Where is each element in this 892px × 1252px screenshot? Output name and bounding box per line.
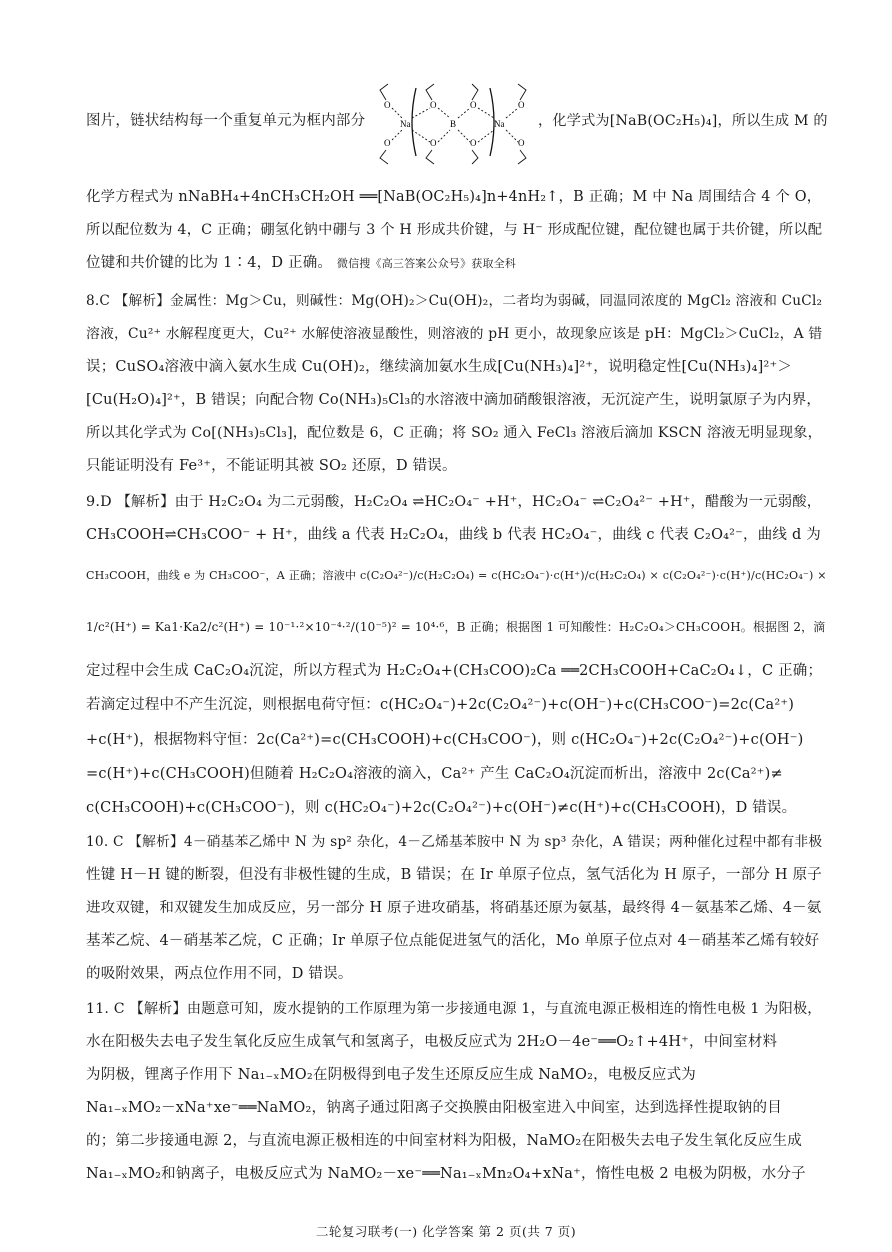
atom-o: O (470, 138, 477, 148)
q11-line-5: Na₁₋ₓMO₂和钠离子，电极反应式为 NaMO₂－xe⁻══Na₁₋ₓMn₂O₄+xNa⁺，惰性电极 2 电极为阴极，水分子 (86, 1166, 806, 1182)
q10-line-4: 的吸附效果，两点位作用不同，D 错误。 (86, 966, 353, 982)
wechat-note: 微信搜《高三答案公众号》获取全科 (336, 257, 517, 270)
intro-line-left: 图片，链状结构每一个重复单元为框内部分 (86, 113, 366, 129)
q11-line-0: 11. C 【解析】由题意可知，废水提钠的工作原理为第一步接通电源 1，与直流电源正极相连的惰性电极 1 为阳极， (86, 1001, 822, 1017)
q9-line-0: 9.D 【解析】由于 H₂C₂O₄ 为二元弱酸，H₂C₂O₄ ⇌HC₂O₄⁻ +H⁺，HC₂O₄⁻ ⇌C₂O₄²⁻ +H⁺，醋酸为一元弱酸， (86, 494, 822, 510)
atom-o: O (384, 100, 391, 110)
sodium-borate-chain-structure (368, 78, 536, 166)
q11-line-2: 为阴极，锂离子作用下 Na₁₋ₓMO₂在阴极得到电子发生还原反应生成 NaMO₂，电极反应式为 (86, 1067, 696, 1083)
q10-line-1: 性键 H－H 键的断裂，但没有非极性键的生成，B 错误；在 Ir 单原子位点，氢气活化为 H 原子，一部分 H 原子 (86, 867, 822, 883)
q9-line-2: CH₃COOH，曲线 e 为 CH₃COO⁻，A 正确；溶液中 c(C₂O₄²⁻)/c(H₂C₂O₄) = c(HC₂O₄⁻)·c(H⁺)/c(H₂C₂O₄) × c(C₂O₄²⁻)·c(H⁺)/c(HC₂O₄⁻) × (86, 569, 827, 582)
q8-line-4: 所以其化学式为 Co[(NH₃)₅Cl₃]，配位数是 6，C 正确；将 SO₂ 通入 FeCl₃ 溶液后滴加 KSCN 溶液无明显现象， (86, 425, 823, 441)
q11-line-4: 的；第二步接通电源 2，与直流电源正极相连的中间室材料为阳极，NaMO₂在阳极失去电子发生氧化反应生成 (86, 1133, 802, 1149)
q8-line-1: 溶液，Cu²⁺ 水解程度更大，Cu²⁺ 水解使溶液显酸性，则溶液的 pH 更小，故现象应该是 pH：MgCl₂＞CuCl₂，A 错 (86, 326, 823, 342)
atom-o: O (384, 138, 391, 148)
atom-na-right: Na (494, 119, 505, 129)
q9-line-7: =c(H⁺)+c(CH₃COOH)但随着 H₂C₂O₄溶液的滴入，Ca²⁺ 产生 CaC₂O₄沉淀而析出，溶液中 2c(Ca²⁺)≠ (86, 766, 783, 782)
q10-line-0: 10. C 【解析】4－硝基苯乙烯中 N 为 sp² 杂化，4－乙烯基苯胺中 N 为 sp³ 杂化，A 错误；两种催化过程中都有非极 (86, 834, 823, 850)
intro-line-2: 所以配位数为 4，C 正确；硼氢化钠中硼与 3 个 H 形成共价键，与 H⁻ 形成配位键，配位键也属于共价键，所以配 (86, 222, 823, 238)
q8-line-2: 误；CuSO₄溶液中滴入氨水生成 Cu(OH)₂，继续滴加氨水生成[Cu(NH₃)₄]²⁺，说明稳定性[Cu(NH₃)₄]²⁺＞ (86, 359, 793, 375)
q8-line-5: 只能证明没有 Fe³⁺，不能证明其被 SO₂ 还原，D 错误。 (86, 458, 457, 474)
atom-o: O (430, 100, 437, 110)
atom-b: B (450, 119, 457, 129)
q9-line-1: CH₃COOH⇌CH₃COO⁻ + H⁺，曲线 a 代表 H₂C₂O₄，曲线 b 代表 HC₂O₄⁻，曲线 c 代表 C₂O₄²⁻，曲线 d 为 (86, 527, 821, 543)
intro-line-3 (86, 252, 822, 275)
intro-line-3-main: 位键和共价键的比为 1∶4，D 正确。 (86, 255, 333, 271)
atom-na-left: Na (400, 119, 411, 129)
intro-line-right: ，化学式为[NaB(OC₂H₅)₄]，所以生成 M 的 (538, 113, 828, 129)
q8-line-0: 8.C 【解析】金属性：Mg＞Cu，则碱性：Mg(OH)₂＞Cu(OH)₂，二者均为弱碱，同温同浓度的 MgCl₂ 溶液和 CuCl₂ (86, 293, 823, 309)
q11-line-3: Na₁₋ₓMO₂－xNa⁺xe⁻══NaMO₂，钠离子通过阳离子交换膜由阳极室进入中间室，达到选择性提取钠的目 (86, 1100, 782, 1116)
q9-line-6: +c(H⁺)，根据物料守恒：2c(Ca²⁺)=c(CH₃COOH)+c(CH₃COO⁻)，则 c(HC₂O₄⁻)+2c(C₂O₄²⁻)+c(OH⁻) (86, 732, 804, 748)
atom-o: O (518, 100, 525, 110)
q9-line-5: 若滴定过程中不产生沉淀，则根据电荷守恒：c(HC₂O₄⁻)+2c(C₂O₄²⁻)+c(OH⁻)+c(CH₃COO⁻)=2c(Ca²⁺) (86, 697, 795, 713)
atom-o: O (430, 138, 437, 148)
q9-line-3: 1/c²(H⁺) = Ka1·Ka2/c²(H⁺) = 10⁻¹·²×10⁻⁴·²/(10⁻⁵)² = 10⁴·⁶，B 正确；根据图 1 可知酸性：H₂C₂O₄＞CH₃COOH。根据图 2，滴 (86, 620, 826, 634)
atom-o: O (470, 100, 477, 110)
q11-line-1: 水在阳极失去电子发生氧化反应生成氧气和氢离子，电极反应式为 2H₂O－4e⁻══O₂↑+4H⁺，中间室材料 (86, 1034, 778, 1050)
atom-o: O (518, 138, 525, 148)
q10-line-2: 进攻双键，和双键发生加成反应，另一部分 H 原子进攻硝基，将硝基还原为氨基，最终得 4－氨基苯乙烯、4－氨 (86, 900, 822, 916)
q8-line-3: [Cu(H₂O)₄]²⁺，B 错误；向配合物 Co(NH₃)₅Cl₃的水溶液中滴加硝酸银溶液，无沉淀产生，说明氯原子为内界， (86, 392, 822, 408)
page-footer: 二轮复习联考(一) 化学答案 第 2 页(共 7 页) (315, 1224, 577, 1239)
intro-line-1: 化学方程式为 nNaBH₄+4nCH₃CH₂OH ══[NaB(OC₂H₅)₄]n+4nH₂↑，B 正确；M 中 Na 周围结合 4 个 O， (86, 189, 822, 205)
q9-line-4: 定过程中会生成 CaC₂O₄沉淀，所以方程式为 H₂C₂O₄+(CH₃COO)₂Ca ══2CH₃COOH+CaC₂O₄↓，C 正确； (86, 663, 823, 679)
q10-line-3: 基苯乙烷、4－硝基苯乙烷，C 正确；Ir 单原子位点能促进氢气的活化，Mo 单原子位点对 4－硝基苯乙烯有较好 (86, 933, 820, 949)
q9-line-8: c(CH₃COOH)+c(CH₃COO⁻)，则 c(HC₂O₄⁻)+2c(C₂O₄²⁻)+c(OH⁻)≠c(H⁺)+c(CH₃COOH)，D 错误。 (86, 800, 797, 816)
